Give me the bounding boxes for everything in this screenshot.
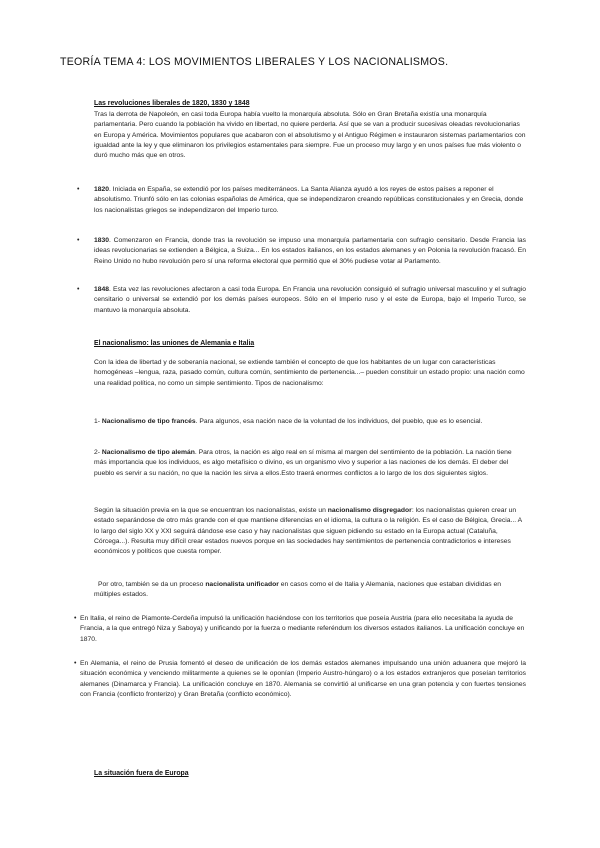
unificador-label: nacionalista unificador <box>205 581 279 588</box>
list-item-1830 <box>94 236 526 267</box>
disgregador-b: : los nacionalistas quieren crear un estado separándose de otro más grande con el que mantiene diferencias en el idioma, la cultura o la religión. Es el caso de Bélgica, Grecia... A lo largo del siglo XX y XXI seguirá dándose ese caso y hay nacionalistas que siguen pidiendo su estado en la Europa actual (Cataluña, Córcega...). Resulta muy difícil crear estados nuevos porque en las sociedades hay sentimientos de pertenencia contradictorios e intereses económicos y políticos que cuesta romper. <box>94 507 522 556</box>
type1-prefix: 1- <box>94 418 102 425</box>
type2-prefix: 2- <box>94 449 102 456</box>
section2-intro: Con la idea de libertad y de soberanía nacional, se extiende también el concepto de que los habitantes de un lugar con características homogéneas –lengua, raza, pasado común, cultura común, sentimiento de pertenencia...– pueden constituir un estado propio: una nación como una realidad política, no como un simple sentimiento. Tipos de nacionalismo: <box>94 359 525 387</box>
paragraph-disgregador <box>94 506 526 558</box>
unificador-a: Por otro, también se da un proceso <box>98 581 206 588</box>
text-1830: . Comenzaron en Francia, donde tras la revolución se impuso una monarquía parlamentaria con sufragio censitario. Desde Francia las ideas revolucionarias se extienden a Bélgica, a Suiza... En los estados italianos, en los estados alemanes y en Polonia la revolución fracasó. En Reino Unido no hubo revolución pero sí una reforma electoral que permitió que el 30% pudiese votar al Parlamento. <box>94 237 526 265</box>
page-title: TEORÍA TEMA 4: LOS MOVIMIENTOS LIBERALES Y LOS NACIONALISMOS. <box>60 56 449 68</box>
type2-text: . Para otros, la nación es algo real en sí misma al margen del sentimiento de la población. La nación tiene más importancia que los individuos, es algo metafísico o divino, es un organismo vivo y superior a las naciones de los demás. El deber del pueblo es servir a su nación, no que la nación les sirva a ellos.Esto traerá enormes conflictos a lo largo de los dos siguientes siglos. <box>94 449 512 477</box>
type1-text: . Para algunos, esa nación nace de la voluntad de los individuos, del pueblo, que es lo esencial. <box>195 418 483 425</box>
type2-label: Nacionalismo de tipo alemán <box>101 449 195 456</box>
disgregador-a: Según la situación previa en la que se encuentran los nacionalistas, existe un <box>94 507 328 514</box>
list-item-alemania: En Alemania, el reino de Prusia fomentó el deseo de unificación de los demás estados alemanes impulsando una unión aduanera que mejoró la situación económica y venciendo militarmente a quienes se le oponían (Imperio Austro-húngaro) o a los estados extranjeros que poseían territorios alemanes (Dinamarca y Francia). La unificación concluye en 1870. Alemania se convirtió al unificarse en una gran potencia y con fuertes tensiones con Francia (conflicto fronterizo) y Gran Bretaña (conflicto económico). <box>80 660 526 699</box>
year-1830: 1830 <box>94 237 110 244</box>
year-1820: 1820 <box>94 186 110 193</box>
section-heading-nacionalismo: El nacionalismo: las uniones de Alemania e Italia <box>94 340 255 347</box>
bullet: • <box>77 186 80 193</box>
disgregador-label: nacionalismo disgregador <box>327 507 412 514</box>
list-item-italia: En Italia, el reino de Piamonte-Cerdeña impulsó la unificación haciéndose con los territorios que poseía Austria (para ello necesitaba la ayuda de Francia, a la que entregó Niza y Saboya) y unificando por la fuerza o mediante referéndum los diversos estados italianos. La unificación concluye en 1870. <box>80 615 525 643</box>
type1-label: Nacionalismo de tipo francés <box>101 418 196 425</box>
bullet: • <box>74 615 77 622</box>
nationalism-type-french <box>94 417 526 427</box>
bullet: • <box>74 660 77 667</box>
nationalism-type-german <box>94 448 526 479</box>
section-heading-revoluciones: Las revoluciones liberales de 1820, 1830 y 1848 <box>94 100 250 107</box>
section-heading-fuera-europa: La situación fuera de Europa <box>94 770 189 777</box>
unificador-b: en casos como el de Italia y Alemania, naciones que estaban divididas en múltiples estados. <box>94 581 501 599</box>
bullet: • <box>77 286 80 293</box>
text-1848: . Esta vez las revoluciones afectaron a casi toda Europa. En Francia una revolución consiguió el sufragio universal masculino y el sufragio censitario o universal se extendió por los demás países europeos. Sólo en el Imperio ruso y el este de Europa, bajo el Imperio Turco, se mantuvo la monarquía absoluta. <box>94 286 526 314</box>
list-item-1820 <box>94 185 526 216</box>
bullet: • <box>77 237 80 244</box>
paragraph-unificador <box>94 580 526 601</box>
text-1820: . Iniciada en España, se extendió por los países mediterráneos. La Santa Alianza ayudó a los reyes de estos países a reponer el absolutismo. Triunfó sólo en las colonias españolas de América, que se independizaron creando repúblicas constitucionales y en Grecia, donde los nacionalistas griegos se independizaron del Imperio turco. <box>94 186 524 214</box>
year-1848: 1848 <box>94 286 110 293</box>
section1-intro: Tras la derrota de Napoleón, en casi toda Europa había vuelto la monarquía absoluta. Sólo en Gran Bretaña existía una monarquía parlamentaria. Pero cuando la población ha vivido en libertad, no quiere perderla. Así que se van a producir sucesivas oleadas revolucionarias en Europa y América. Movimientos populares que acabaron con el absolutismo y el Antiguo Régimen e instauraron sistemas parlamentarios con igualdad ante la ley y que eliminaron los privilegios estamentales para siempre. Fue un proceso muy largo y en unos países fue más violento o duró mucho más que en otros. <box>94 111 526 160</box>
list-item-1848 <box>94 285 526 316</box>
